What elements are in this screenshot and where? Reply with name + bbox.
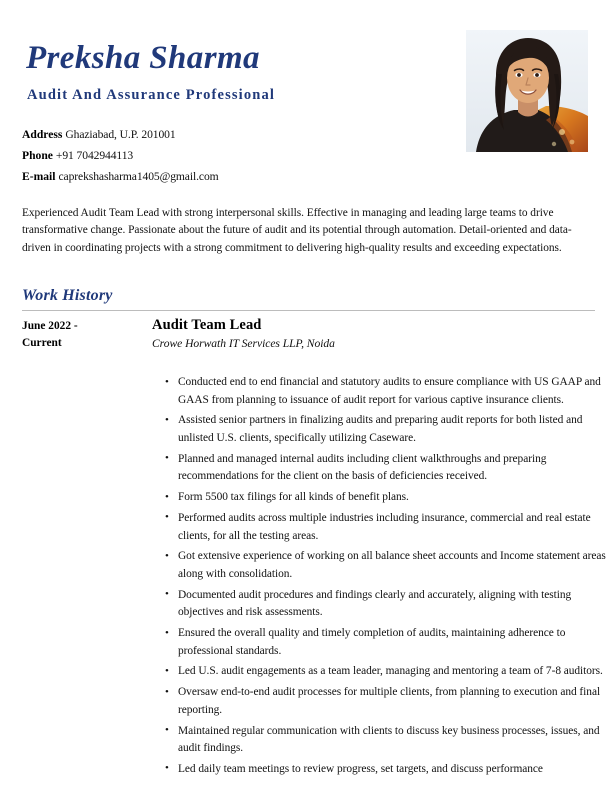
job-company: Crowe Horwath IT Services LLP, Noida [152, 337, 335, 350]
contact-label-address: Address [22, 128, 63, 141]
job-date-end: Current [22, 337, 62, 349]
contact-block [22, 124, 442, 187]
list-item: • Planned and managed internal audits including client walkthroughs and preparing recommendations for the client on the basis of deficiencies received. [165, 451, 610, 486]
contact-row-phone [22, 145, 442, 166]
professional-summary: Experienced Audit Team Lead with strong interpersonal skills. Effective in managing and leading large teams to drive transformative change. Passionate about the future of audit and its potential through automation. Detail-oriented and data-driven in coordinating projects with a strong commitment to delivering high-quality results and exceeding expectations. [22, 207, 572, 254]
job-body [152, 316, 595, 353]
list-item: • Documented audit procedures and findings clearly and accurately, aligning with testing objectives and risk assessments. [165, 587, 610, 622]
section-divider [22, 310, 595, 311]
contact-value-email: caprekshasharma1405@gmail.com [58, 170, 219, 183]
list-item: • Led daily team meetings to review progress, set targets, and discuss performance [165, 761, 610, 779]
candidate-photo [466, 30, 588, 152]
list-item: • Performed audits across multiple industries including insurance, commercial and real estate clients, for all the testing areas. [165, 510, 610, 545]
job-date-start: June 2022 - [22, 320, 78, 332]
contact-value-phone: +91 7042944113 [55, 149, 134, 162]
contact-label-phone: Phone [22, 149, 53, 162]
job-responsibility-list [150, 374, 610, 782]
list-item: • Led U.S. audit engagements as a team leader, managing and mentoring a team of 7-8 auditors. [165, 663, 610, 681]
contact-value-address: Ghaziabad, U.P. 201001 [65, 128, 176, 141]
job-dates [22, 316, 152, 352]
contact-label-email: E-mail [22, 170, 56, 183]
list-item: • Form 5500 tax filings for all kinds of benefit plans. [165, 489, 610, 507]
list-item: • Ensured the overall quality and timely completion of audits, maintaining adherence to professional standards. [165, 625, 610, 660]
list-item: • Maintained regular communication with clients to discuss key business processes, issues, and audit findings. [165, 723, 610, 758]
section-work-history [22, 288, 595, 311]
list-item: • Oversaw end-to-end audit processes for multiple clients, from planning to execution and final reporting. [165, 684, 610, 719]
list-item: • Conducted end to end financial and statutory audits to ensure compliance with US GAAP and GAAS from planning to issuance of audit report for various captive insurance clients. [165, 374, 610, 409]
list-item: • Assisted senior partners in finalizing audits and preparing audit reports for both listed and unlisted U.S. clients, specifically utilizing Caseware. [165, 412, 610, 447]
candidate-title: Audit And Assurance Professional [27, 87, 276, 103]
candidate-name: Preksha Sharma [26, 40, 260, 76]
contact-row-email [22, 166, 442, 187]
section-title: Work History [22, 287, 113, 304]
job-title: Audit Team Lead [152, 317, 262, 333]
contact-row-address [22, 124, 442, 145]
resume-header [0, 0, 612, 195]
list-item: • Got extensive experience of working on all balance sheet accounts and Income statement areas along with consolidation. [165, 548, 610, 583]
job-entry [22, 316, 595, 353]
